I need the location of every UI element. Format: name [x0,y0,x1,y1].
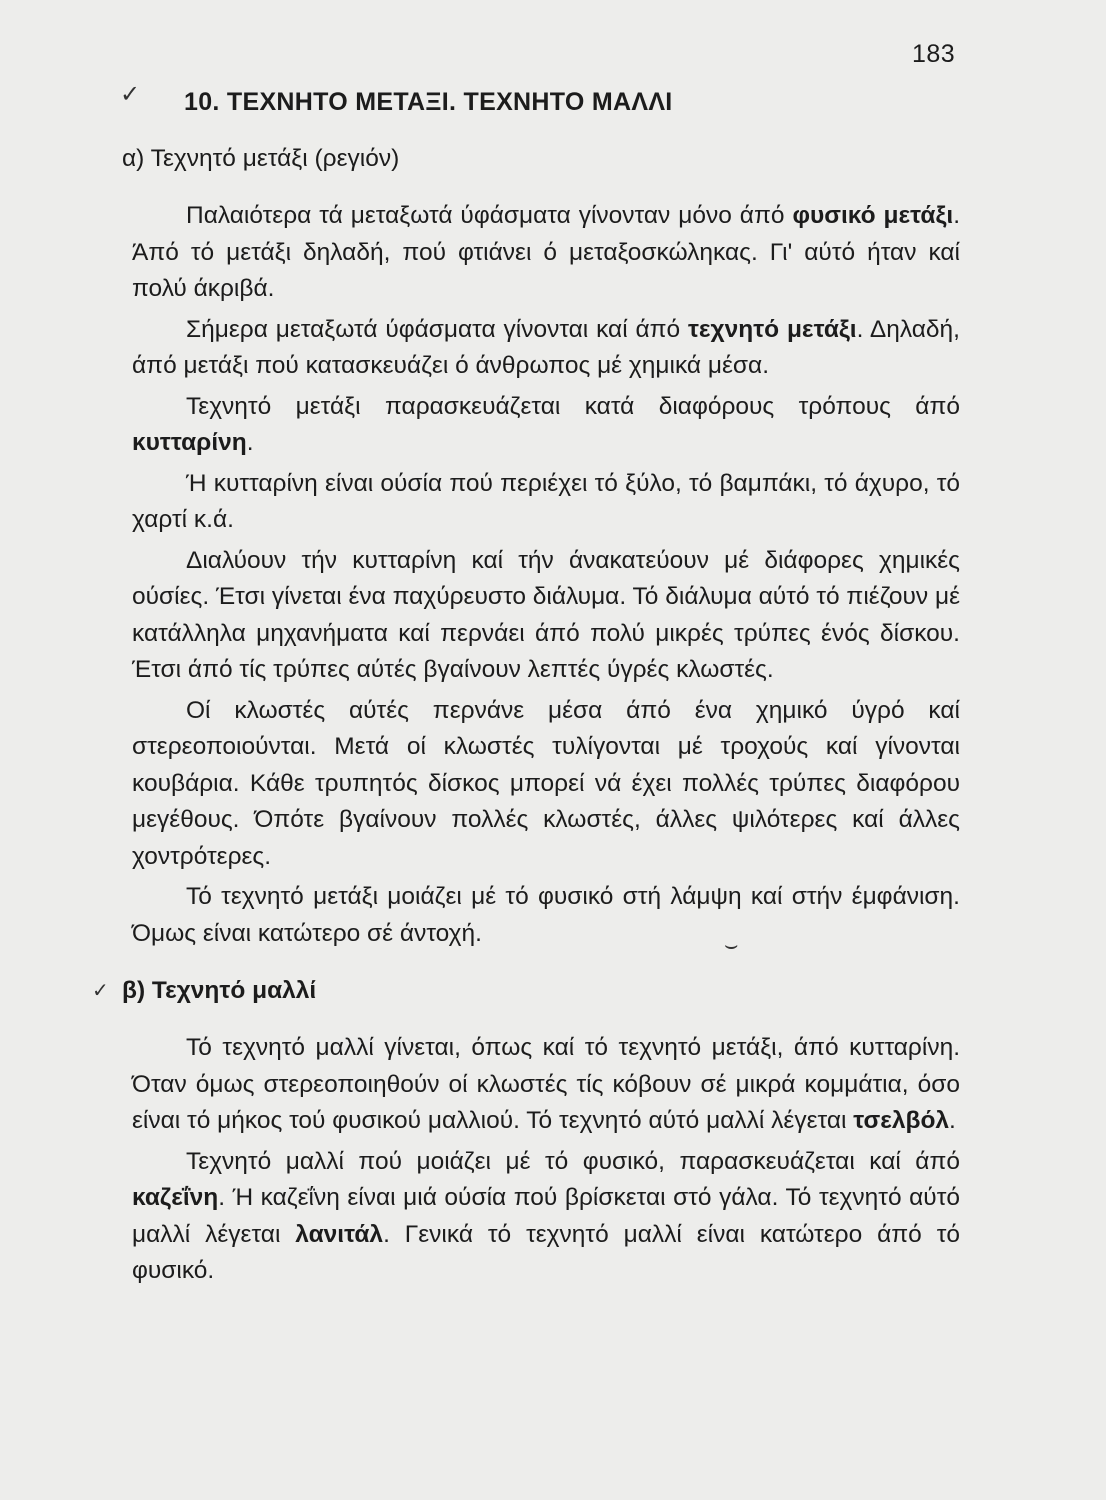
section-a-body [132,198,960,952]
text: . [949,1107,956,1134]
paragraph [132,312,960,385]
paragraph [132,1030,960,1140]
paragraph [132,389,960,462]
text: . [246,429,254,456]
text: Οί κλωστές αύτές περνάνε μέσα άπό ένα χημικό ύγρό καί στερεοποιούνται. Μετά οί κλωστές τυλίγονται μέ τροχούς καί γίνονται κουβάρια. Κάθε τρυπητός δίσκος μπορεί νά έχει πολλές τρύπες διαφόρου μεγέθους. Όπότε βγαίνουν πολλές κλωστές, άλλες ψιλότερες καί άλλες χοντρότερες. [132,696,960,870]
bold-term: καζεΐνη [132,1184,219,1211]
text: . Δηλαδή, άπό μετάξι πού κατασκευάζει ό άνθρωπος μέ χημικά μέσα. [132,315,960,379]
bold-term: λανιτάλ [295,1220,384,1248]
paragraph [132,466,960,539]
section-b-heading: β) Τεχνητό μαλλί [122,977,317,1004]
bold-term: τεχνητό μετάξι [687,315,857,343]
text: . Γενικά τό τεχνητό μαλλί είναι κατώτερο άπό τό φυσικό. [132,1220,961,1284]
text: Τεχνητό μετάξι παρασκευάζεται κατά διαφόρους τρόπους άπό [186,392,960,420]
paragraph [132,693,960,876]
paragraph [132,198,960,308]
text: Τό τεχνητό μετάξι μοιάζει μέ τό φυσικό στή λάμψη καί στήν έμφάνιση. Όμως είναι κατώτερο σέ άντοχή. [132,883,960,947]
handwritten-curl-icon: ⌣ [724,932,739,957]
section-a-heading: α) Τεχνητό μετάξι (ρεγιόν) [122,145,400,172]
bold-term: φυσικό μετάξι [792,202,954,229]
paragraph [132,543,960,689]
text: . Ή καζεΐνη είναι μιά ούσία πού βρίσκεται στό γάλα. Τό τεχνητό αύτό μαλλί λέγεται [132,1184,960,1248]
section-b-body [132,1030,960,1290]
text: Τεχνητό μαλλί πού μοιάζει μέ τό φυσικό, παρασκευάζεται καί άπό [186,1147,960,1175]
text: . Άπό τό μετάξι δηλαδή, πού φτιάνει ό μεταξοσκώληκας. Γι' αύτό ήταν καί πολύ άκριβά. [132,202,961,302]
text: Ή κυτταρίνη είναι ούσία πού περιέχει τό ξύλο, τό βαμπάκι, τό άχυρο, τό χαρτί κ.ά. [132,469,960,533]
page-number: 183 [912,40,956,68]
handwritten-tick-icon: ✓ [92,980,109,1002]
handwritten-check-icon: ✓ [120,80,141,108]
text: Διαλύουν τήν κυτταρίνη καί τήν άνακατεύουν μέ διάφορες χημικές ούσίες. Έτσι γίνεται ένα παχύρευστο διάλυμα. Τό διάλυμα αύτό τό πιέζουν μέ κατάλληλα μηχανήματα καί περνάει άπό πολύ μικρές τρύπες ένός δίσκου. Έτσι άπό τίς τρύπες αύτές βγαίνουν λεπτές ύγρές κλωστές. [132,546,960,683]
text: Σήμερα μεταξωτά ύφάσματα γίνονται καί άπό [186,315,688,343]
bold-term: κυτταρίνη [132,429,247,456]
chapter-title: 10. ΤΕΧΝΗΤΟ ΜΕΤΑΞΙ. ΤΕΧΝΗΤΟ ΜΑΛΛΙ [184,88,673,116]
paragraph [132,879,960,952]
text: Τό τεχνητό μαλλί γίνεται, όπως καί τό τεχνητό μετάξι, άπό κυτταρίνη. Όταν όμως στερεοποιηθούν οί κλωστές τίς κόβουν σέ μικρά κομμάτια, όσο είναι τό μήκος τού φυσικού μαλλιού. Τό τεχνητό αύτό μαλλί λέγεται [132,1034,960,1134]
bold-term: τσελβόλ [853,1107,950,1134]
paragraph [132,1144,960,1290]
text: Παλαιότερα τά μεταξωτά ύφάσματα γίνονταν μόνο άπό [186,202,793,229]
